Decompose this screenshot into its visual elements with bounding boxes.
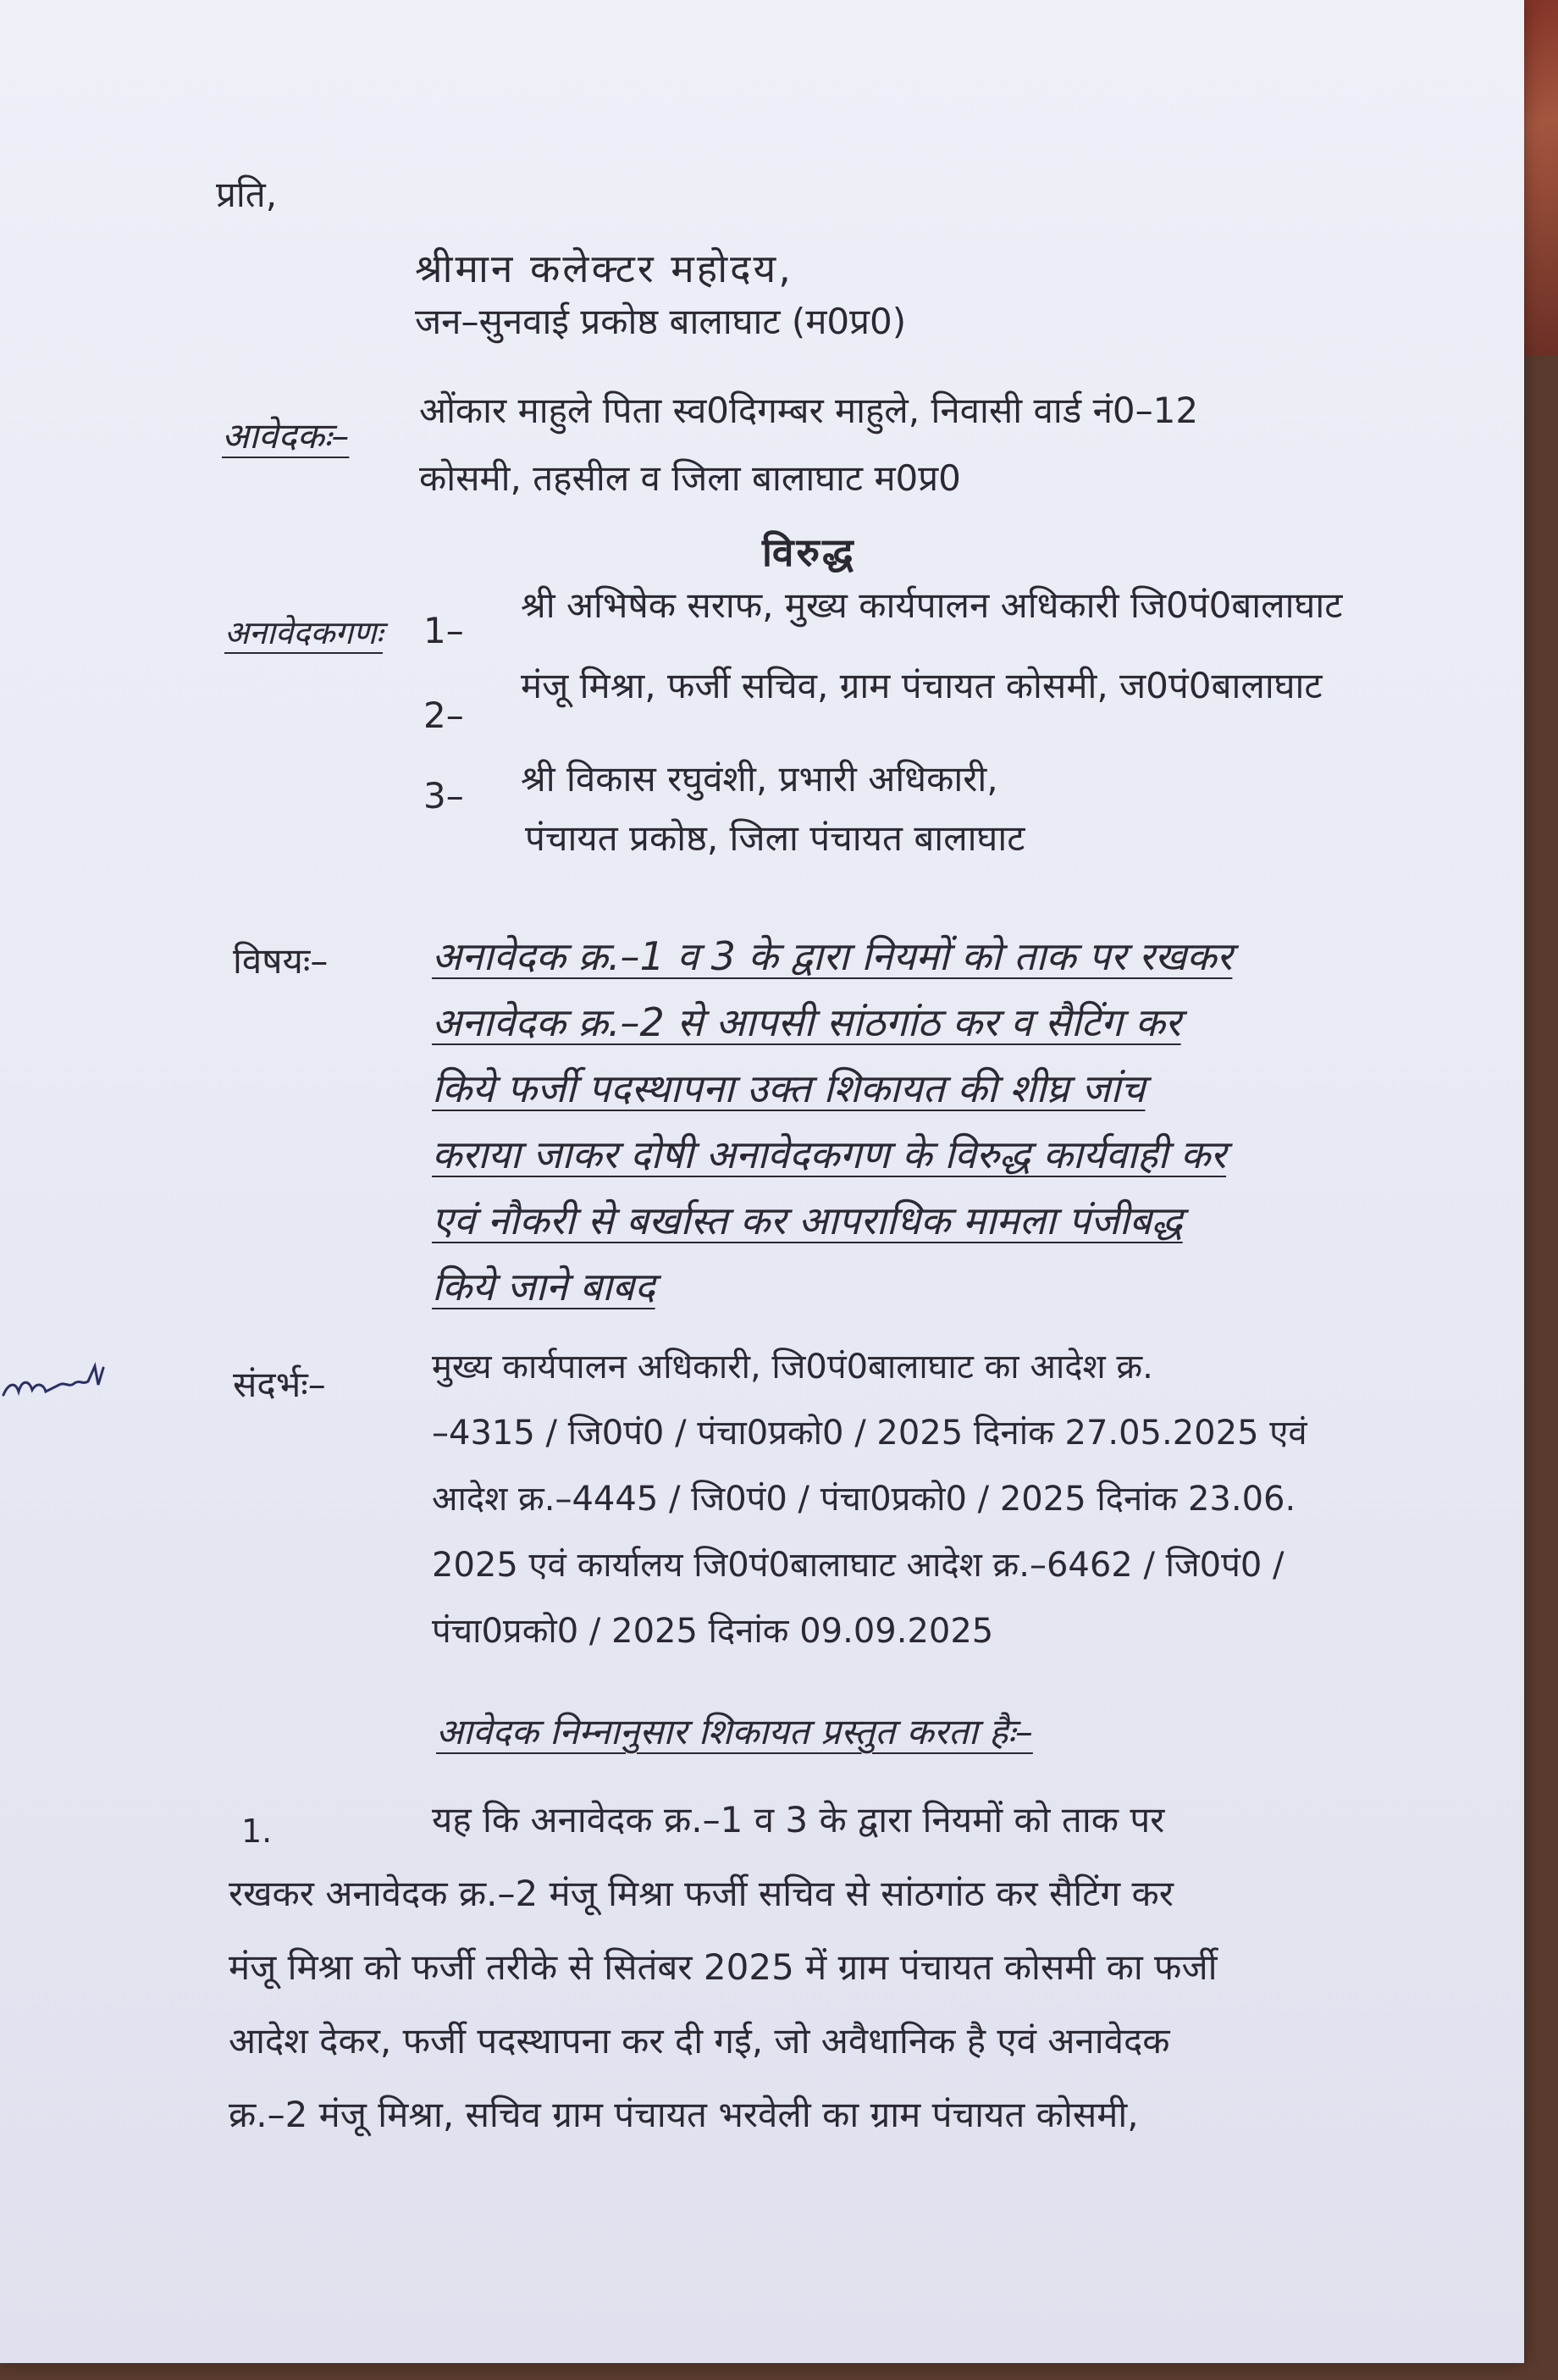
respondent-1-num: 1–	[423, 610, 464, 651]
respondent-1-line: श्री अभिषेक सराफ, मुख्य कार्यपालन अधिकारी जि0पं0बालाघाट	[521, 584, 1343, 626]
paragraph-1-num: 1.	[241, 1813, 273, 1850]
applicant-line2: कोसमी, तहसील व जिला बालाघाट म0प्र0	[419, 457, 961, 499]
paragraph-1-line: मंजू मिश्रा को फर्जी तरीके से सितंबर 2025 में ग्राम पंचायत कोसमी का फर्जी	[229, 1946, 1218, 1988]
respondent-2-num: 2–	[423, 695, 464, 736]
paragraph-1-line: रखकर अनावेदक क्र.–2 मंजू मिश्रा फर्जी सचिव से सांठगांठ कर सैटिंग कर	[229, 1873, 1174, 1914]
reference-line: मुख्य कार्यपालन अधिकारी, जि0पं0बालाघाट का आदेश क्र.	[432, 1348, 1153, 1386]
applicant-label: आवेदकः–	[222, 415, 350, 457]
respondent-3-num: 3–	[423, 775, 464, 816]
paragraph-1-line: क्र.–2 मंजू मिश्रा, सचिव ग्राम पंचायत भरवेली का ग्राम पंचायत कोसमी,	[229, 2094, 1139, 2135]
paragraph-1-line: आदेश देकर, फर्जी पदस्थापना कर दी गई, जो अवैधानिक है एवं अनावेदक	[229, 2020, 1170, 2062]
reference-line: आदेश क्र.–4445 / जि0पं0 / पंचा0प्रको0 / 2025 दिनांक 23.06.	[432, 1480, 1296, 1519]
reference-line: 2025 एवं कार्यालय जि0पं0बालाघाट आदेश क्र.–6462 / जि0पं0 /	[432, 1546, 1285, 1585]
to-label: प्रति,	[216, 174, 278, 215]
reference-block	[432, 1334, 1307, 1664]
reference-line: पंचा0प्रको0 / 2025 दिनांक 09.09.2025	[432, 1612, 994, 1651]
subject-line: कराया जाकर दोषी अनावेदकगण के विरुद्ध कार्यवाही कर	[432, 1132, 1227, 1177]
subject-block	[432, 923, 1232, 1320]
paragraph-1-body	[229, 1857, 1218, 2151]
respondents-label: अनावेदकगणः	[224, 614, 383, 651]
subject-label: विषयः–	[233, 940, 329, 982]
respondent-3-line2: पंचायत प्रकोष्ठ, जिला पंचायत बालाघाट	[525, 817, 1025, 859]
respondent-3-line1: श्री विकास रघुवंशी, प्रभारी अधिकारी,	[521, 758, 998, 800]
complaint-heading: आवेदक निम्नानुसार शिकायत प्रस्तुत करता हैः–	[436, 1711, 1033, 1752]
subject-line: किये जाने बाबद	[432, 1264, 655, 1309]
handwritten-mark	[0, 1342, 110, 1410]
subject-line: अनावेदक क्र.–2 से आपसी सांठगांठ कर व सैटिंग कर	[432, 999, 1181, 1045]
paragraph-1-line: यह कि अनावेदक क्र.–1 व 3 के द्वारा नियमों को ताक पर	[432, 1799, 1165, 1840]
applicant-line1: ओंकार माहुले पिता स्व0दिगम्बर माहुले, निवासी वार्ड नं0–12	[419, 390, 1199, 431]
subject-line: किये फर्जी पदस्थापना उक्त शिकायत की शीघ्र जांच	[432, 1065, 1146, 1111]
reference-label: संदर्भः–	[233, 1364, 326, 1405]
versus-heading: विरुद्ध	[762, 529, 856, 575]
subject-line: अनावेदक क्र.–1 व 3 के द्वारा नियमों को ताक पर रखकर	[432, 933, 1233, 979]
subject-line: एवं नौकरी से बर्खास्त कर आपराधिक मामला पंजीबद्ध	[432, 1198, 1183, 1243]
respondent-2-line: मंजू मिश्रा, फर्जी सचिव, ग्राम पंचायत कोसमी, ज0पं0बालाघाट	[521, 665, 1323, 706]
addressee-line1: श्रीमान कलेक्टर महोदय,	[415, 246, 793, 291]
reference-line: –4315 / जि0पं0 / पंचा0प्रको0 / 2025 दिनांक 27.05.2025 एवं	[432, 1414, 1307, 1453]
addressee-line2: जन–सुनवाई प्रकोष्ठ बालाघाट (म0प्र0)	[415, 301, 907, 342]
